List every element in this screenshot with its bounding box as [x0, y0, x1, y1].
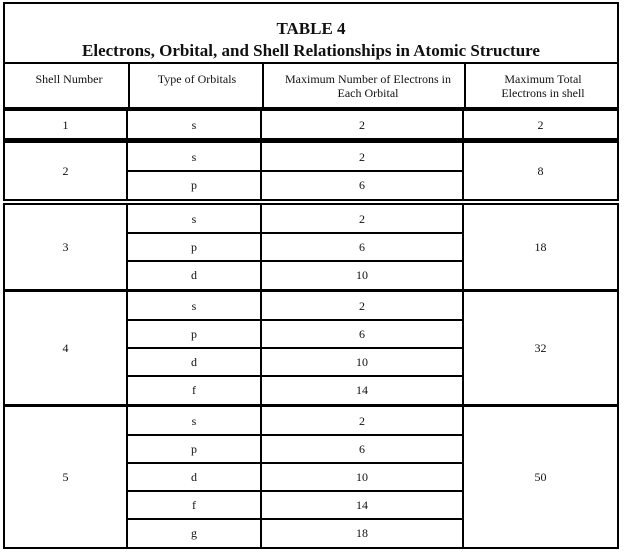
- shell-total-cell: 50: [534, 470, 547, 484]
- orbital-max-electrons-cell: 14: [356, 498, 368, 512]
- orbital-max-electrons-cell: 2: [359, 212, 365, 226]
- shell-number-cell: 4: [62, 341, 69, 355]
- orbital-max-electrons-cell: 10: [356, 470, 368, 484]
- header-divider: [262, 64, 264, 107]
- thick-divider: [3, 138, 619, 142]
- orbital-max-electrons-cell: 10: [356, 355, 368, 369]
- orbital-max-electrons-cell: 6: [359, 178, 365, 192]
- orbital-max-electrons-cell: 14: [356, 383, 368, 397]
- table-title: Electrons, Orbital, and Shell Relationships in Atomic Structure: [82, 41, 540, 60]
- orbital-max-electrons-cell: 2: [359, 118, 365, 132]
- shell-total-cell: 18: [534, 240, 547, 254]
- orbital-max-electrons-cell: 2: [359, 150, 365, 164]
- orbital-type-cell: p: [191, 442, 197, 456]
- header-type-of-orbitals: Type of Orbitals: [157, 71, 237, 86]
- orbital-type-cell: f: [192, 383, 196, 397]
- orbital-type-cell: d: [191, 355, 197, 369]
- table-number: TABLE 4: [276, 19, 346, 38]
- orbital-type-cell: g: [191, 526, 197, 540]
- shell-total-cell: 8: [537, 164, 544, 178]
- header-row: [3, 62, 619, 109]
- shell-number-cell: 5: [62, 470, 69, 484]
- orbital-type-cell: d: [191, 268, 197, 282]
- shell-total-cell: 32: [534, 341, 547, 355]
- orbital-type-cell: s: [191, 414, 197, 428]
- orbital-max-electrons-cell: 6: [359, 327, 365, 341]
- orbital-type-cell: s: [191, 118, 197, 132]
- orbital-type-cell: p: [191, 178, 197, 192]
- shell-number-cell: 2: [62, 164, 69, 178]
- header-max-total-electrons: Maximum Total Electrons in shell: [501, 71, 585, 100]
- orbital-max-electrons-cell: 2: [359, 414, 365, 428]
- orbital-max-electrons-cell: 18: [356, 526, 368, 540]
- header-divider: [464, 64, 466, 107]
- orbital-max-electrons-cell: 10: [356, 268, 368, 282]
- orbital-max-electrons-cell: 2: [359, 299, 365, 313]
- title-box: [3, 2, 619, 64]
- shell-total-cell: 2: [537, 118, 544, 132]
- orbital-type-cell: f: [192, 498, 196, 512]
- orbital-type-cell: s: [191, 299, 197, 313]
- orbital-max-electrons-cell: 6: [359, 240, 365, 254]
- orbital-type-cell: p: [191, 240, 197, 254]
- header-max-electrons-per-orbital: Maximum Number of Electrons in Each Orbital: [285, 71, 451, 100]
- shell-number-cell: 1: [62, 118, 69, 132]
- header-divider: [128, 64, 130, 107]
- orbital-type-cell: s: [191, 212, 197, 226]
- orbital-type-cell: p: [191, 327, 197, 341]
- orbital-max-electrons-cell: 6: [359, 442, 365, 456]
- shell-number-cell: 3: [62, 240, 69, 254]
- header-shell-number: Shell Number: [35, 71, 103, 86]
- orbital-type-cell: d: [191, 470, 197, 484]
- orbital-type-cell: s: [191, 150, 197, 164]
